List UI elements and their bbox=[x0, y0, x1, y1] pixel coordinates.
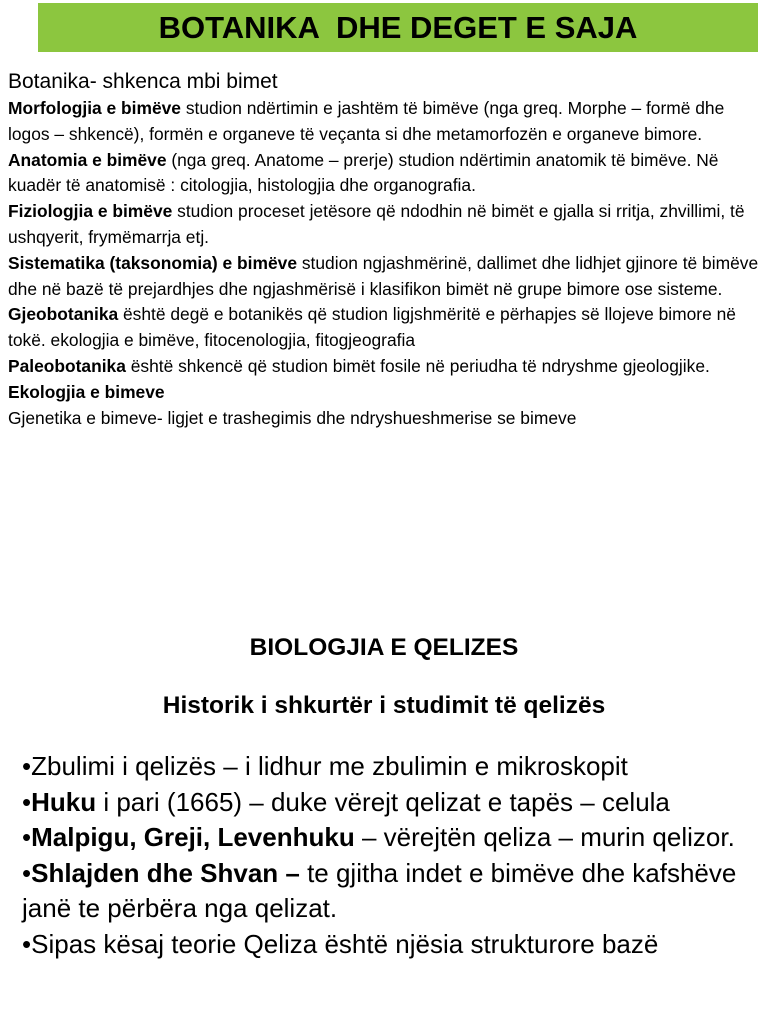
bullet-marker: • bbox=[22, 928, 32, 959]
paragraph-morphology bbox=[8, 96, 760, 148]
list-item bbox=[22, 856, 762, 927]
bullet-text: te gjitha indet e bimëve dhe kafshëve janë te përbëra nga qelizat. bbox=[22, 857, 737, 923]
term: Fiziologjia e bimëve bbox=[8, 201, 173, 222]
botany-section bbox=[8, 68, 760, 431]
term: Morfologjia e bimëve bbox=[8, 98, 181, 118]
paragraph-paleobotany bbox=[8, 354, 760, 380]
list-item bbox=[22, 785, 762, 821]
list-item bbox=[22, 749, 762, 785]
definition: është degë e botanikës që studion ligjshmëritë e përhapjes së llojeve bimore në tokë. ekologjia e bimëve, fitocenologjia, fitogjeografia bbox=[8, 304, 736, 351]
definition: është shkencë që studion bimët fosile në periudha të ndryshme gjeologjike. bbox=[125, 355, 710, 376]
page-title: BOTANIKA DHE DEGET E SAJA bbox=[158, 9, 638, 45]
section-heading: BIOLOGJIA E QELIZES bbox=[249, 634, 519, 661]
term: Anatomia e bimëve bbox=[8, 149, 167, 170]
term: Paleobotanika bbox=[8, 355, 126, 376]
definition: Gjenetika e bimeve- ligjet e trashegimis dhe ndryshueshmerise se bimeve bbox=[8, 407, 577, 428]
cell-biology-section bbox=[0, 630, 768, 724]
paragraph-genetics bbox=[8, 406, 760, 432]
paragraph-geobotany bbox=[8, 302, 760, 354]
bullet-text: Zbulimi i qelizës – i lidhur me zbulimin e mikroskopit bbox=[31, 751, 628, 781]
list-item bbox=[22, 820, 762, 856]
term: Gjeobotanika bbox=[8, 304, 119, 325]
bullet-list bbox=[22, 749, 762, 962]
bullet-bold: Malpigu, Greji, Levenhuku bbox=[31, 822, 355, 852]
bullet-marker: • bbox=[22, 857, 32, 888]
definition: (nga greq. Anatome – prerje) studion ndërtimin anatomik të bimëve. Në kuadër të anatomisë : citologjia, histologjia dhe organografia. bbox=[8, 149, 719, 196]
section-subtitle: Botanika- shkenca mbi bimet bbox=[8, 70, 278, 93]
section-subheading: Historik i shkurtër i studimit të qelizës bbox=[162, 692, 606, 719]
paragraph-physiology bbox=[8, 199, 760, 251]
definition: studion proceset jetësore që ndodhin në bimët e gjalla si rritja, zhvillimi, të ushqyerit, frymëmarrja etj. bbox=[8, 201, 745, 247]
paragraph-anatomy bbox=[8, 148, 760, 200]
definition: studion ndërtimin e jashtëm të bimëve (nga greq. Morphe – formë dhe logos – shkencë), formën e organeve të veçanta si dhe metamorfozën e organeve bimore. bbox=[8, 98, 725, 144]
definition: studion ngjashmërinë, dallimet dhe lidhjet gjinore të bimëve dhe në bazë të prejardhjes dhe ngjashmërisë i klasifikon bimët në grupe bimore ose sisteme. bbox=[8, 252, 759, 299]
bullet-bold: Shlajden dhe Shvan – bbox=[31, 857, 300, 888]
term: Sistematika (taksonomia) e bimëve bbox=[8, 252, 297, 273]
bullet-marker: • bbox=[22, 786, 32, 817]
bullet-text: – vërejtën qeliza – murin qelizor. bbox=[354, 822, 735, 852]
bullet-marker: • bbox=[22, 751, 32, 781]
list-item bbox=[22, 927, 762, 963]
bullet-text: Sipas kësaj teorie Qeliza është njësia strukturore bazë bbox=[31, 928, 659, 959]
term: Ekologjia e bimeve bbox=[8, 381, 165, 402]
bullet-text: i pari (1665) – duke vërejt qelizat e tapës – celula bbox=[96, 786, 670, 817]
title-bar bbox=[38, 3, 758, 52]
paragraph-ecology bbox=[8, 380, 760, 406]
bullet-marker: • bbox=[22, 822, 32, 852]
bullet-bold: Huku bbox=[31, 786, 97, 817]
paragraph-systematics bbox=[8, 251, 760, 303]
